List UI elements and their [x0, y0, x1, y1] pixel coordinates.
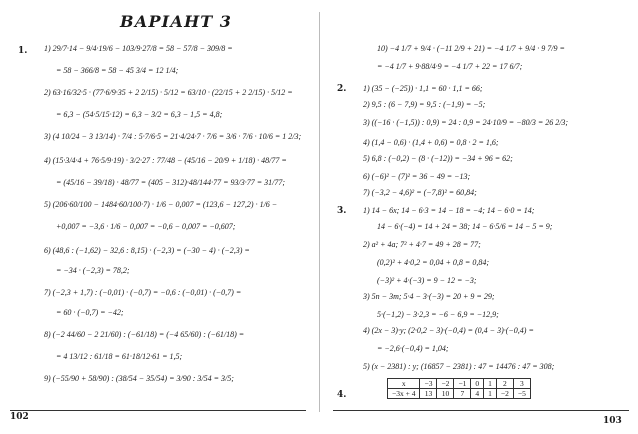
table-cell: 13 — [420, 389, 437, 399]
table-cell: −2 — [496, 389, 513, 399]
solution-line: 5) (x − 2381) : y; (16857 − 2381) : 47 = 14476 : 47 = 308; — [363, 362, 555, 371]
solution-line: 4) (15·3/4·4 + 76·5/9·19) · 3/2·27 : 77/48 − (45/16 − 20/9 + 1/18) · 48/77 = — [44, 156, 287, 165]
solution-line: 1) (35 − (−25)) · 1,1 = 60 · 1,1 = 66; — [363, 84, 483, 93]
footer-rule-right — [333, 410, 629, 411]
solution-line: = 4 13/12 : 61/18 = 61·18/12·61 = 1,5; — [56, 352, 183, 361]
solution-line: 1) 29/7·14 − 9/4·19/6 − 103/9·27/8 = 58 − 57/8 − 309/8 = — [44, 44, 233, 53]
table-cell: 2 — [496, 379, 513, 389]
table-row — [388, 389, 531, 399]
solution-line: 3) (4 10/24 − 3 13/14) · 7/4 : 5·7/6·5 = 21·4/24·7 · 7/6 = 3/6 · 7/6 · 10/6 = 1 2/3; — [44, 132, 302, 141]
solution-line: (0,2)² + 4·0,2 = 0,04 + 0,8 = 0,84; — [377, 258, 489, 267]
solution-line: 2) a² + 4a; 7² + 4·7 = 49 + 28 = 77; — [363, 240, 481, 249]
variant-title: ВАРІАНТ 3 — [120, 12, 232, 31]
values-table — [387, 378, 531, 399]
table-cell: −3 — [420, 379, 437, 389]
table-cell: 1 — [484, 379, 497, 389]
table-row — [388, 379, 531, 389]
table-cell: 7 — [454, 389, 471, 399]
solution-line: 7) (−3,2 − 4,6)² = (−7,8)² = 60,84; — [363, 188, 477, 197]
table-cell: 0 — [471, 379, 484, 389]
table-cell: 10 — [437, 389, 454, 399]
solution-line: 6) (48,6 : (−1,62) − 32,6 : 8,15) · (−2,3) = (−30 − 4) · (−2,3) = — [44, 246, 250, 255]
solution-line: 5) (206·60/100 − 1484·60/100·7) · 1/6 − 0,007 = (123,6 − 127,2) · 1/6 − — [44, 200, 278, 209]
task-label: 2. — [337, 84, 347, 94]
solution-line: 14 − 6·(−4) = 14 + 24 = 38; 14 − 6·5/6 = 14 − 5 = 9; — [377, 222, 553, 231]
page-number-right: 103 — [603, 416, 622, 426]
solution-line: 1) 14 − 6x; 14 − 6·3 = 14 − 18 = −4; 14 − 6·0 = 14; — [363, 206, 535, 215]
table-cell: −5 — [513, 389, 530, 399]
solution-line: = 60 · (−0,7) = −42; — [56, 308, 124, 317]
task-1-label: 1. — [18, 46, 28, 56]
solution-line: 8) (−2 44/60 − 2 21/60) : (−61/18) = (−4 65/60) : (−61/18) = — [44, 330, 245, 339]
solution-line: 2) 9,5 : (6 − 7,9) = 9,5 : (−1,9) = −5; — [363, 100, 486, 109]
solution-line: 9) (−55/90 + 58/90) : (38/54 − 35/54) = 3/90 : 3/54 = 3/5; — [44, 374, 234, 383]
solution-line: 6) (−6)² − (7)² = 36 − 49 = −13; — [363, 172, 471, 181]
task-label: 3. — [337, 206, 347, 216]
page-number-left: 102 — [10, 412, 29, 422]
solution-line: (−3)² + 4·(−3) = 9 − 12 = −3; — [377, 276, 477, 285]
solution-line: = 6,3 − (54·5/15·12) = 6,3 − 3/2 = 6,3 − 1,5 = 4,8; — [56, 110, 223, 119]
solution-line: 7) (−2,3 + 1,7) : (−0,01) · (−0,7) = −0,6 : (−0,01) · (−0,7) = — [44, 288, 242, 297]
table-cell: x — [388, 379, 420, 389]
solution-line: 10) −4 1/7 + 9/4 · (−11 2/9 + 21) = −4 1/7 + 9/4 · 9 7/9 = — [377, 44, 565, 53]
solution-line: 2) 63·16/32·5 · (77·6/9·35 + 2 2/15) · 5/12 = 63/10 · (22/15 + 2 2/15) · 5/12 = — [44, 88, 293, 97]
solution-line: 5·(−1,2) − 3·2,3 = −6 − 6,9 = −12,9; — [377, 310, 499, 319]
table-cell: −2 — [437, 379, 454, 389]
solution-line: = 58 − 366/8 = 58 − 45 3/4 = 12 1/4; — [56, 66, 179, 75]
footer-rule — [10, 410, 306, 411]
solution-line: 4) (2x − 3)·y; (2·0,2 − 3)·(−0,4) = (0,4 − 3)·(−0,4) = — [363, 326, 534, 335]
table-cell: −3x + 4 — [388, 389, 420, 399]
solution-line: 5) 6,8 : (−0,2) − (8 · (−12)) = −34 + 96 = 62; — [363, 154, 513, 163]
task-4-label: 4. — [337, 390, 347, 400]
table-cell: 3 — [513, 379, 530, 389]
solution-line: +0,007 = −3,6 · 1/6 − 0,007 = −0,6 − 0,007 = −0,607; — [56, 222, 236, 231]
right-page — [319, 0, 638, 434]
table-cell: 4 — [471, 389, 484, 399]
solution-line: = −2,6·(−0,4) = 1,04; — [377, 344, 449, 353]
solution-line: = (45/16 − 39/18) · 48/77 = (405 − 312)·48/144·77 = 93/3·77 = 31/77; — [56, 178, 286, 187]
solution-line: 3) 5n − 3m; 5·4 − 3·(−3) = 20 + 9 = 29; — [363, 292, 495, 301]
table-cell: 1 — [484, 389, 497, 399]
solution-line: 4) (1,4 − 0,6) · (1,4 + 0,6) = 0,8 · 2 = 1,6; — [363, 138, 499, 147]
solution-line: 3) ((−16 · (−1,5)) : 0,9) = 24 : 0,9 = 24·10/9 = −80/3 = 26 2/3; — [363, 118, 569, 127]
solution-line: = −34 · (−2,3) = 78,2; — [56, 266, 130, 275]
solution-line: = −4 1/7 + 9·88/4·9 = −4 1/7 + 22 = 17 6/7; — [377, 62, 523, 71]
table-cell: −1 — [454, 379, 471, 389]
